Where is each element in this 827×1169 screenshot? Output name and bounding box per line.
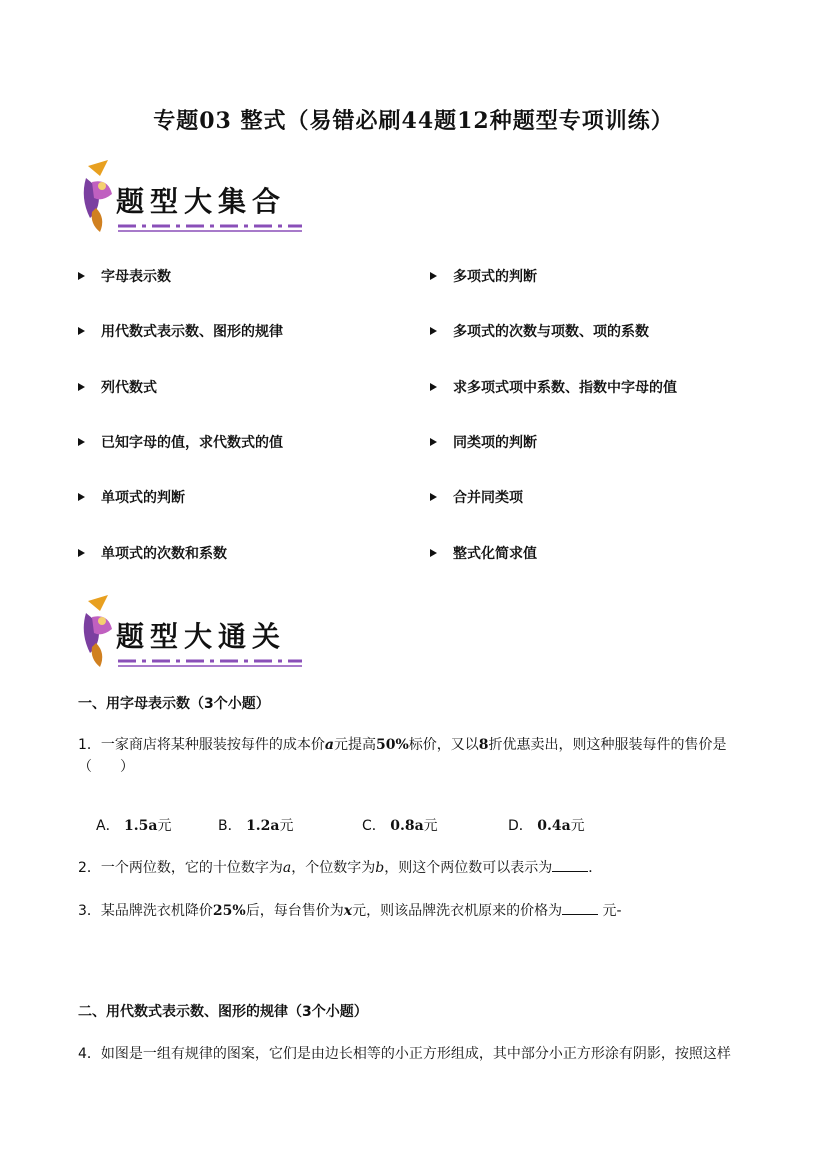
toc-item: 列代数式 [78,377,157,397]
section-heading: 一、用字母表示数（3个小题） [78,696,270,712]
banner-collection [78,158,310,240]
arrow-icon [430,493,437,501]
section-heading: 二、用代数式表示数、图形的规律（3个小题） [78,1004,368,1020]
toc-item: 单项式的判断 [78,487,185,507]
option-b[interactable]: B． 1.2a元 [218,818,294,834]
toc-item: 字母表示数 [78,266,171,286]
arrow-icon [78,327,85,335]
toc-item: 多项式的判断 [430,266,537,286]
banner-title: 题型大通关 [116,620,287,653]
banner-title: 题型大集合 [116,185,287,218]
toc-item: 合并同类项 [430,487,523,507]
arrow-icon [78,272,85,280]
arrow-icon [78,493,85,501]
question-1: 1．一家商店将某种服装按每件的成本价a元提高50%标价，又以8折优惠卖出，则这种服装每件的售价是 （ ） [78,737,727,775]
toc-item: 多项式的次数与项数、项的系数 [430,321,649,341]
arrow-icon [78,549,85,557]
answer-blank[interactable] [562,902,598,915]
banner-pass [78,593,310,675]
option-a[interactable]: A． 1.5a元 [96,818,172,834]
arrow-icon [78,383,85,391]
arrow-icon [430,272,437,280]
toc-item: 用代数式表示数、图形的规律 [78,321,283,341]
arrow-icon [430,549,437,557]
answer-blank[interactable] [552,859,588,872]
toc-item: 已知字母的值，求代数式的值 [78,432,283,452]
arrow-icon [430,383,437,391]
toc-item: 整式化简求值 [430,543,537,563]
question-4: 4．如图是一组有规律的图案，它们是由边长相等的小正方形组成，其中部分小正方形涂有阴影，按照这样 [78,1046,731,1062]
toc-item: 同类项的判断 [430,432,537,452]
question-2: 2．一个两位数，它的十位数字为a，个位数字为b，则这个两位数可以表示为 ． [78,860,603,876]
option-c[interactable]: C． 0.8a元 [362,818,438,834]
toc-item: 单项式的次数和系数 [78,543,227,563]
arrow-icon [430,438,437,446]
toc-item: 求多项式项中系数、指数中字母的值 [430,377,677,397]
option-d[interactable]: D． 0.4a元 [508,818,585,834]
arrow-icon [430,327,437,335]
page-title: 专题03 整式（易错必刷44题12种题型专项训练） [153,108,674,134]
question-3: 3．某品牌洗衣机降价25%后，每台售价为x元，则该品牌洗衣机原来的价格为 元- [78,903,622,919]
arrow-icon [78,438,85,446]
